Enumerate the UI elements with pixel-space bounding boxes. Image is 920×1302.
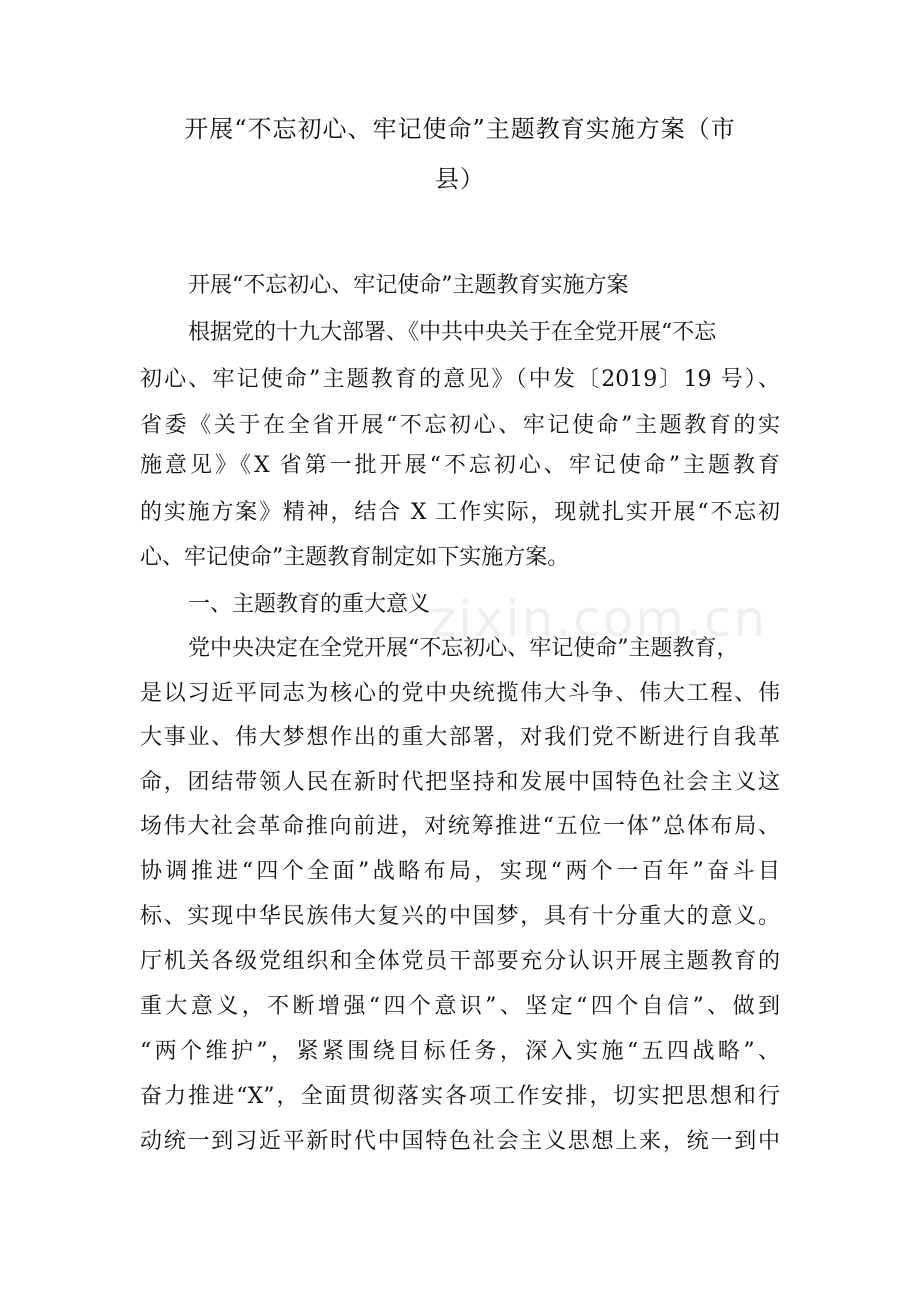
paragraph-1-line: 的实施方案》精神，结合 X 工作实际，现就扎实开展“不忘初 [140,500,780,525]
paragraph-1-line: 初心、牢记使命”主题教育的意见》（中发〔2019〕19 号）、 [140,367,780,392]
section-heading: 一、主题教育的重大意义 [188,592,431,617]
paragraph-2-line: 场伟大社会革命推向前进，对统筹推进“五位一体”总体布局、 [140,814,780,839]
paragraph-2-line: “两个维护”，紧紧围绕目标任务，深入实施“五四战略”、 [140,1039,780,1064]
paragraph-2-line: 奋力推进“X”，全面贯彻落实各项工作安排，切实把思想和行 [140,1084,780,1109]
paragraph-1-line: 施意见》《X 省第一批开展“不忘初心、牢记使命”主题教育 [140,453,780,478]
paragraph-2-line: 重大意义，不断增强“四个意识”、坚定“四个自信”、做到 [140,994,780,1019]
paragraph-2-line: 标、实现中华民族伟大复兴的中国梦，具有十分重大的意义。 [140,904,780,929]
paragraph-2-line: 党中央决定在全党开展“不忘初心、牢记使命”主题教育， [188,636,739,661]
paragraph-2-line: 命，团结带领人民在新时代把坚持和发展中国特色社会主义这 [140,770,780,795]
document-subtitle: 开展“不忘初心、牢记使命”主题教育实施方案 [188,273,629,298]
document-title [140,104,780,204]
paragraph-2-line: 动统一到习近平新时代中国特色社会主义思想上来，统一到中 [140,1129,780,1154]
paragraph-2-line: 是以习近平同志为核心的党中央统揽伟大斗争、伟大工程、伟 [140,681,780,706]
paragraph-1-line: 省委《关于在全省开展“不忘初心、牢记使命”主题教育的实 [140,413,780,438]
paragraph-1-line: 根据党的十九大部署、《中共中央关于在全党开展“不忘 [188,320,717,345]
title-line-2: 县） [435,165,485,193]
paragraph-2-line: 协调推进“四个全面”战略布局，实现“两个一百年”奋斗目 [140,859,780,884]
paragraph-2-line: 厅机关各级党组织和全体党员干部要充分认识开展主题教育的 [140,949,780,974]
title-line-1: 开展“不忘初心、牢记使命”主题教育实施方案（市 [184,115,736,143]
watermark: zixin.com.cn [430,590,768,648]
paragraph-2-line: 大事业、伟大梦想作出的重大部署，对我们党不断进行自我革 [140,725,780,750]
paragraph-1-line: 心、牢记使命”主题教育制定如下实施方案。 [140,545,570,570]
